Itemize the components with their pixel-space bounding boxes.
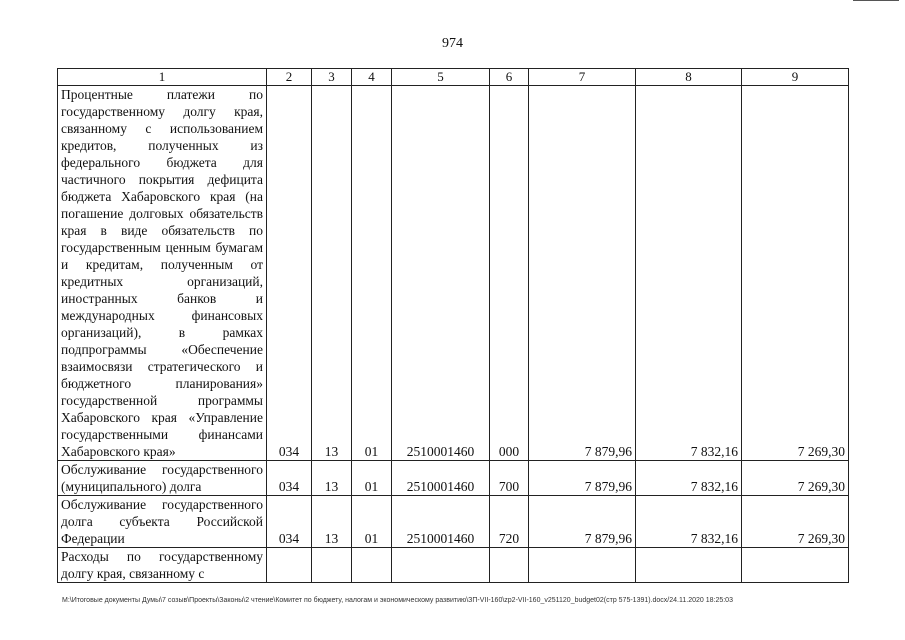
header-cell-5: 5	[392, 69, 490, 86]
ministry-code-cell	[267, 548, 312, 583]
section-code-cell: 13	[312, 86, 352, 461]
amount-col7-cell: 7 879,96	[529, 461, 636, 496]
document-path-footer: M:\Итоговые документы Думы\7 созыв\Проекты\Законы\2 чтение\Комитет по бюджету, налогам и экономическому развитию\ЗП-VII-160\zp2-VII-160_v251120_budget02(стр 575-1391).docx/24.11.2020 18:25:03	[62, 597, 733, 604]
header-cell-6: 6	[490, 69, 529, 86]
header-cell-4: 4	[352, 69, 392, 86]
ministry-code-cell: 034	[267, 496, 312, 548]
amount-col9-cell: 7 269,30	[742, 461, 849, 496]
section-code-cell	[312, 548, 352, 583]
ministry-code-cell: 034	[267, 86, 312, 461]
table-row	[58, 496, 849, 548]
section-code-cell: 13	[312, 461, 352, 496]
table-row	[58, 86, 849, 461]
target-article-cell	[392, 548, 490, 583]
corner-mark	[853, 0, 899, 1]
amount-col7-cell	[529, 548, 636, 583]
header-cell-8: 8	[636, 69, 742, 86]
budget-table	[57, 68, 849, 583]
header-cell-3: 3	[312, 69, 352, 86]
subsection-code-cell: 01	[352, 496, 392, 548]
ministry-code-cell: 034	[267, 461, 312, 496]
amount-col9-cell	[742, 548, 849, 583]
expense-type-cell: 720	[490, 496, 529, 548]
expense-type-cell: 700	[490, 461, 529, 496]
amount-col9-cell: 7 269,30	[742, 496, 849, 548]
table-row	[58, 461, 849, 496]
header-cell-9: 9	[742, 69, 849, 86]
target-article-cell: 2510001460	[392, 496, 490, 548]
target-article-cell: 2510001460	[392, 461, 490, 496]
expense-type-cell: 000	[490, 86, 529, 461]
row-name-cell: Процентные платежи по государственному долгу края, связанному с использованием кредитов, полученных из федерального бюджета для частичного покрытия дефицита бюджета Хабаровского края (на погашение долговых обязательств края в виде обязательств по государственным ценным бумагам и кредитам, полученным от кредитных организаций, иностранных банков и международных финансовых организаций), в рамках подпрограммы «Обеспечение взаимосвязи стратегического и бюджетного планирования» государственной программы Хабаровского края «Управление государственными финансами Хабаровского края»	[58, 86, 267, 461]
expense-type-cell	[490, 548, 529, 583]
amount-col8-cell: 7 832,16	[636, 461, 742, 496]
section-code-cell: 13	[312, 496, 352, 548]
amount-col9-cell: 7 269,30	[742, 86, 849, 461]
amount-col8-cell	[636, 548, 742, 583]
subsection-code-cell	[352, 548, 392, 583]
header-cell-7: 7	[529, 69, 636, 86]
header-cell-2: 2	[267, 69, 312, 86]
table-row	[58, 548, 849, 583]
subsection-code-cell: 01	[352, 461, 392, 496]
amount-col8-cell: 7 832,16	[636, 496, 742, 548]
page-number: 974	[442, 36, 463, 51]
header-cell-1: 1	[58, 69, 267, 86]
row-name-cell: Расходы по государственному долгу края, связанному с	[58, 548, 267, 583]
amount-col7-cell: 7 879,96	[529, 496, 636, 548]
amount-col8-cell: 7 832,16	[636, 86, 742, 461]
row-name-cell: Обслуживание государственного (муниципального) долга	[58, 461, 267, 496]
header-row	[58, 69, 849, 86]
amount-col7-cell: 7 879,96	[529, 86, 636, 461]
row-name-cell: Обслуживание государственного долга субъекта Российской Федерации	[58, 496, 267, 548]
target-article-cell: 2510001460	[392, 86, 490, 461]
subsection-code-cell: 01	[352, 86, 392, 461]
